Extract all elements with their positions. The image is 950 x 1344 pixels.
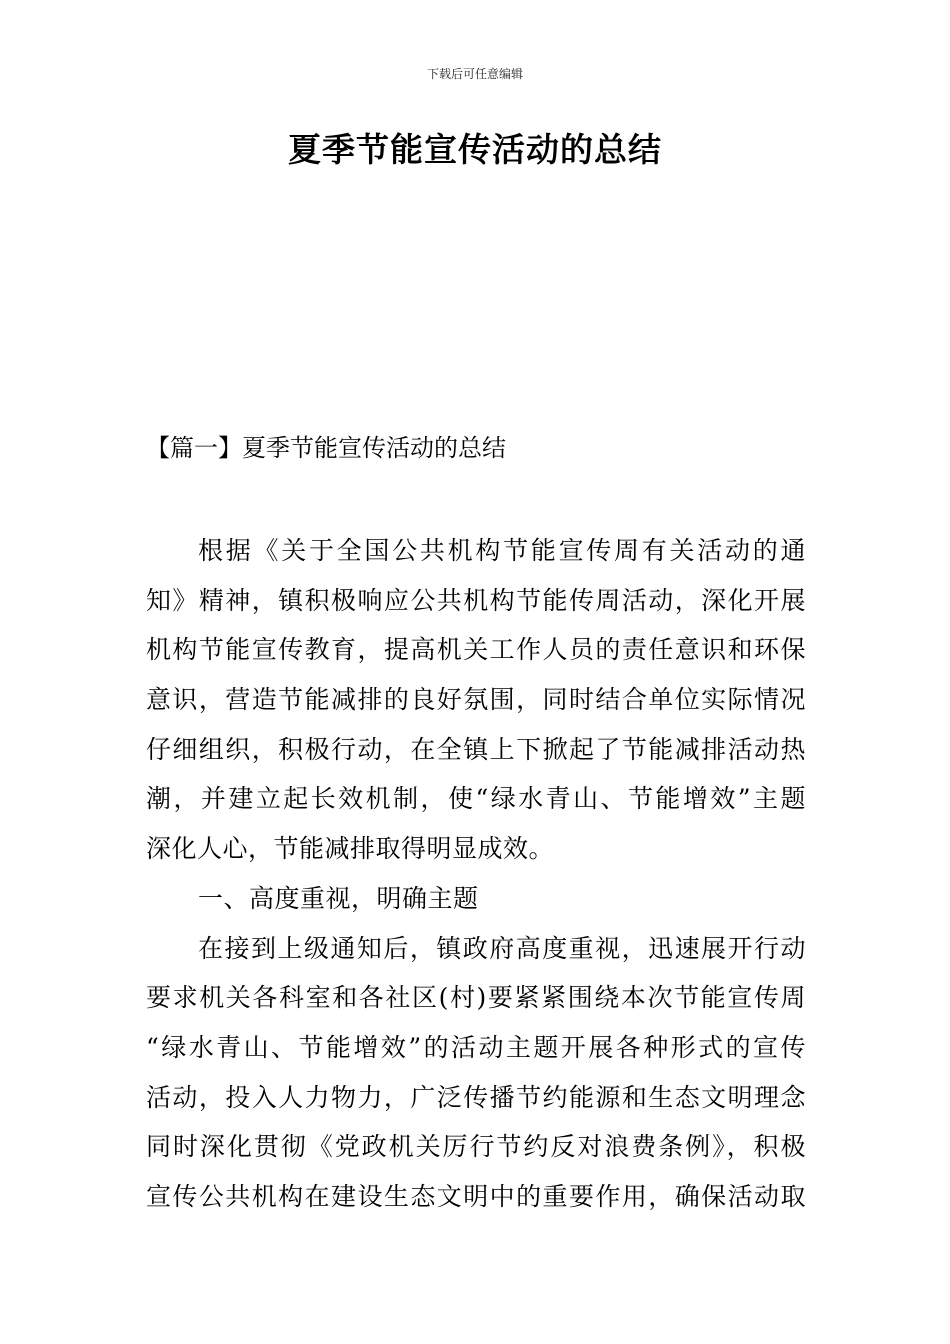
text-line: 仔细组织，积极行动，在全镇上下掀起了节能减排活动热 <box>146 734 806 764</box>
section-heading: 【篇一】夏季节能宣传活动的总结 <box>146 434 506 462</box>
document-body <box>146 526 806 1222</box>
text-line: 活动，投入人力物力，广泛传播节约能源和生态文明理念 <box>146 1082 806 1112</box>
text-line: 知》精神，镇积极响应公共机构节能传周活动，深化开展 <box>146 585 806 615</box>
text-line: 要求机关各科室和各社区(村)要紧紧围绕本次节能宣传周 <box>146 983 806 1013</box>
header-note: 下载后可任意编辑 <box>426 67 523 81</box>
text-line: “绿水青山、节能增效”的活动主题开展各种形式的宣传 <box>146 1032 806 1062</box>
document-title: 夏季节能宣传活动的总结 <box>288 130 662 169</box>
text-line: 机构节能宣传教育，提高机关工作人员的责任意识和环保 <box>146 635 806 665</box>
text-line: 同时深化贯彻《党政机关厉行节约反对浪费条例》，积极 <box>146 1132 806 1162</box>
text-line: 意识，营造节能减排的良好氛围，同时结合单位实际情况 <box>146 685 806 715</box>
paragraph <box>146 924 806 1222</box>
paragraph <box>146 526 806 874</box>
subheading-line: 一、高度重视，明确主题 <box>198 883 479 913</box>
text-line: 在接到上级通知后，镇政府高度重视，迅速展开行动 <box>198 933 806 963</box>
text-line: 潮，并建立起长效机制，使“绿水青山、节能增效”主题 <box>146 784 806 814</box>
text-line: 深化人心，节能减排取得明显成效。 <box>146 834 555 864</box>
subheading-paragraph <box>146 874 806 924</box>
text-line: 宣传公共机构在建设生态文明中的重要作用，确保活动取 <box>146 1181 806 1211</box>
text-line: 根据《关于全国公共机构节能宣传周有关活动的通 <box>198 536 806 565</box>
